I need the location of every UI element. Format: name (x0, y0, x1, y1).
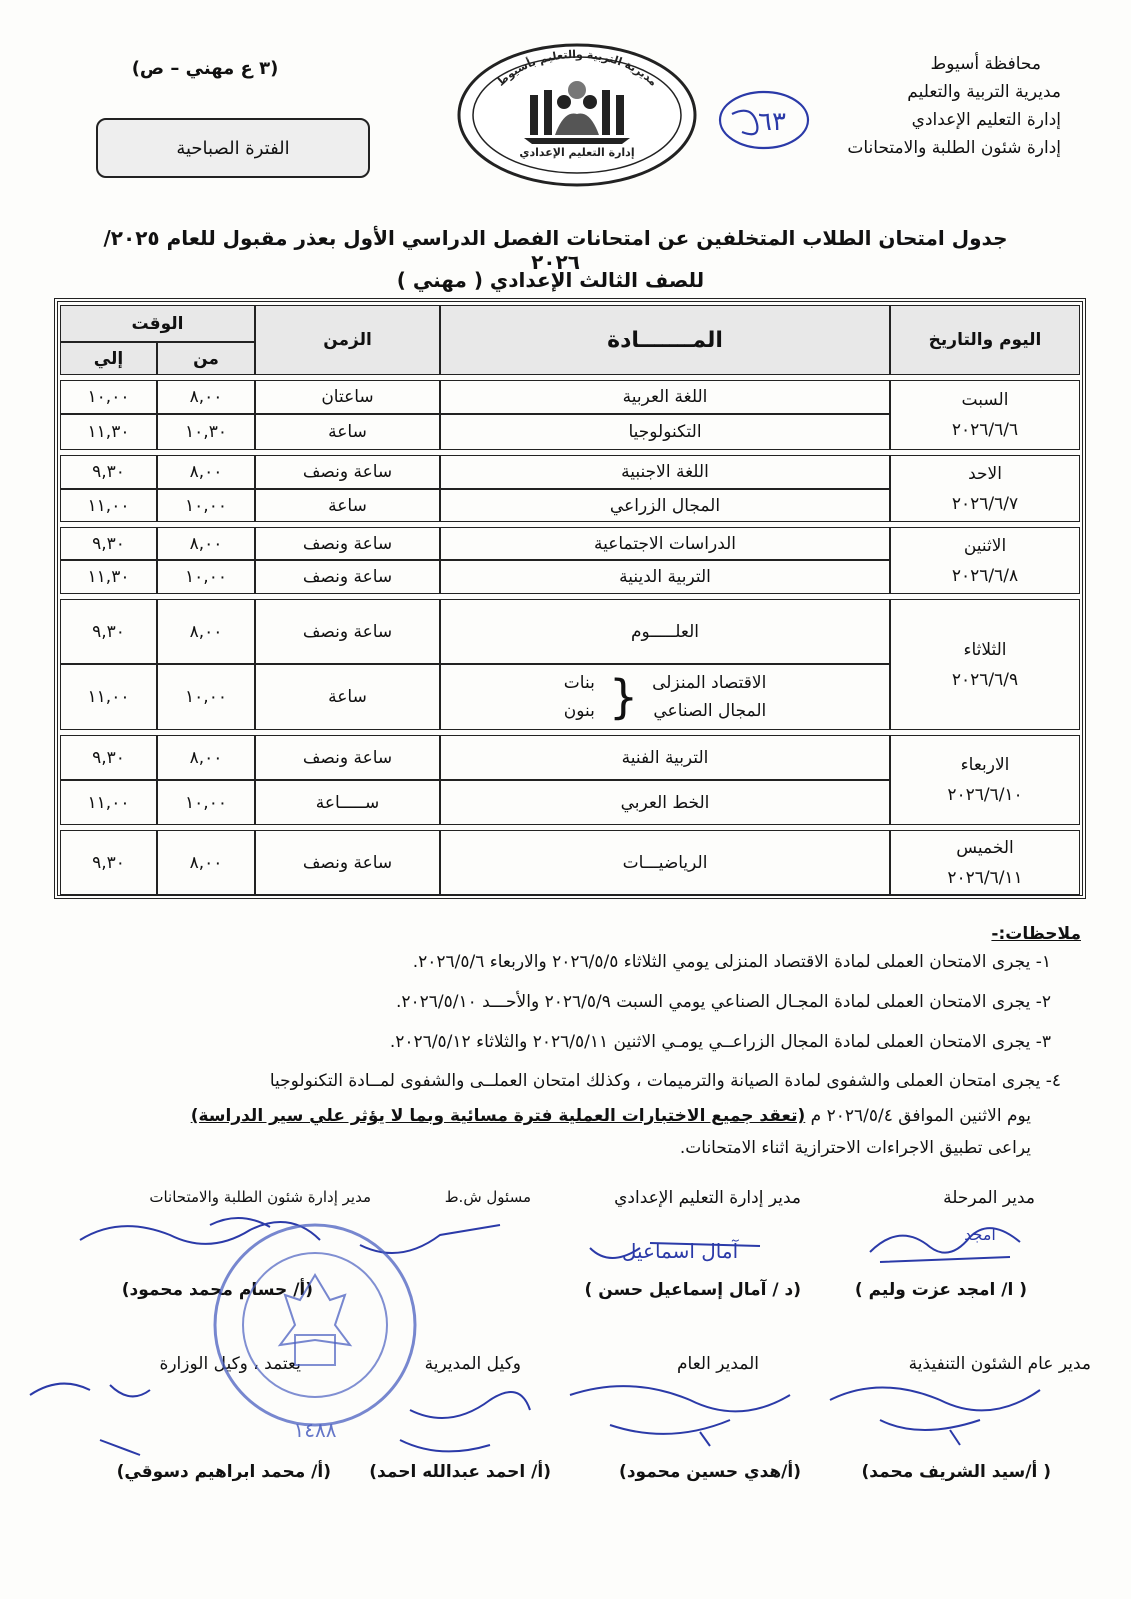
table-day-cell (890, 735, 1080, 825)
table-row-to: ١١,٠٠ (60, 780, 157, 825)
table-row-to: ٩,٣٠ (60, 599, 157, 664)
note-4: ٤- يجرى امتحان العملى والشفوى لمادة الصيانة والترميمات ، وكذلك امتحان العملــى والشفوى لمــادة التكنولوجيا (269, 1071, 1061, 1091)
note-2: ٢- يجرى الامتحان العملى لمادة المجـال الصناعي يومي السبت ٢٠٢٦/٥/٩ والأحـــد ٢٠٢٦/٥/١٠. (396, 992, 1051, 1012)
table-row-duration: ساعة (255, 489, 440, 522)
table-row-to: ١٠,٠٠ (60, 380, 157, 414)
header-subject: المـــــــادة (440, 305, 890, 375)
table-row-to: ٩,٣٠ (60, 735, 157, 780)
sig-name-executive-affairs: ( أ/سيد الشريف محمد) (861, 1462, 1051, 1482)
sig-name-general-director: (أ/هدي حسين محمود) (619, 1462, 801, 1482)
table-row-duration: ساعة (255, 414, 440, 450)
header-day-date: اليوم والتاريخ (890, 305, 1080, 375)
directorate-logo (452, 40, 702, 190)
table-row-duration: ساعة ونصف (255, 560, 440, 594)
table-row-from: ١٠,٠٠ (157, 664, 255, 730)
svg-text:مديرية التربية والتعليم بأسيوط: مديرية التربية والتعليم بأسيوط (494, 47, 660, 89)
day-date: ٢٠٢٦/٦/٦ (951, 420, 1019, 440)
sig-title-students-affairs-director: مدير إدارة شئون الطلبة والامتحانات (149, 1188, 371, 1206)
sig-name-prep-admin-director: (د / آمال إسماعيل حسن ) (584, 1280, 801, 1300)
header-time-to: إلي (60, 342, 157, 375)
sig-name-stage-director: ( ا/ امجد عزت وليم ) (854, 1280, 1027, 1300)
table-row-duration: ساعة ونصف (255, 455, 440, 489)
administration: إدارة التعليم الإعدادي (911, 110, 1061, 130)
svg-text:إدارة التعليم الإعدادي: إدارة التعليم الإعدادي (519, 146, 635, 159)
signature-stage-director (860, 1212, 1030, 1272)
brace-mark: { (608, 670, 639, 724)
header-duration: الزمن (255, 305, 440, 375)
header-time: الوقت (60, 305, 255, 342)
table-row-duration: ساعتان (255, 380, 440, 414)
day-name: السبت (961, 390, 1009, 410)
table-row-to: ١١,٣٠ (60, 560, 157, 594)
table-day-cell (890, 455, 1080, 522)
table-row-to: ٩,٣٠ (60, 527, 157, 560)
document-code: (٣ ع مهني – ص) (131, 58, 279, 79)
table-row-to: ٩,٣٠ (60, 455, 157, 489)
table-row-subject: اللغة العربية (440, 380, 890, 414)
table-row-from: ١٠,٣٠ (157, 414, 255, 450)
sig-title-deputy-directorate: وكيل المديرية (424, 1354, 521, 1374)
period-box: الفترة الصباحية (96, 118, 370, 178)
table-row-duration: ساعة ونصف (255, 830, 440, 895)
table-row-from: ١٠,٠٠ (157, 489, 255, 522)
document-title: جدول امتحان الطلاب المتخلفين عن امتحانات الفصل الدراسي الأول بعذر مقبول للعام ٢٠٢٥/ ٢٠٢٦ (103, 226, 1008, 274)
sig-name-deputy-directorate: (أ/ احمد عبدالله احمد) (369, 1462, 551, 1482)
svg-text:امجد: امجد (964, 1225, 996, 1244)
table-row-from: ٨,٠٠ (157, 599, 255, 664)
subject-home-economics: الاقتصاد المنزلى (652, 673, 767, 693)
table-day-cell (890, 380, 1080, 450)
table-day-cell (890, 599, 1080, 730)
table-row-from: ١٠,٠٠ (157, 560, 255, 594)
table-row-subject-split (440, 664, 890, 730)
svg-text:١٤٨٨: ١٤٨٨ (293, 1418, 337, 1442)
handwritten-number: ٦٣ (758, 107, 786, 137)
table-row-subject: الرياضيـــات (440, 830, 890, 895)
notes-title: ملاحظات:- (991, 924, 1081, 944)
table-row-subject: التكنولوجيا (440, 414, 890, 450)
table-day-cell (890, 527, 1080, 594)
table-row-subject: العلـــــوم (440, 599, 890, 664)
tag-boys: بنون (563, 701, 595, 721)
day-name: الاثنين (963, 535, 1007, 556)
signature-general-director (560, 1370, 800, 1450)
signature-prep-admin-director (580, 1218, 770, 1273)
note-4-date: يوم الاثنين الموافق ٢٠٢٦/٥/٤ م (810, 1106, 1031, 1126)
note-3: ٣- يجرى الامتحان العملى لمادة المجال الزراعــي يومـي الاثنين ٢٠٢٦/٥/١١ والثلاثاء ٢٠٢٦/٥/١٢. (389, 1032, 1051, 1052)
table-row-duration: ساعة ونصف (255, 735, 440, 780)
day-name: الاحد (968, 463, 1002, 484)
table-row-from: ٨,٠٠ (157, 527, 255, 560)
table-row-from: ٨,٠٠ (157, 380, 255, 414)
official-stamp (205, 1215, 425, 1445)
day-name: الثلاثاء (963, 639, 1007, 660)
day-date: ٢٠٢٦/٦/١٠ (947, 785, 1023, 805)
table-row-duration: ساعة (255, 664, 440, 730)
subject-industrial-field: المجال الصناعي (653, 701, 767, 721)
table-row-to: ١١,٣٠ (60, 414, 157, 450)
sig-title-prep-admin-director: مدير إدارة التعليم الإعدادي (614, 1188, 801, 1208)
sig-name-deputy-minister: (أ/ محمد ابراهيم دسوقي) (116, 1462, 331, 1482)
note-4-continued (31, 1106, 1031, 1126)
department: إدارة شئون الطلبة والامتحانات (847, 138, 1061, 158)
table-row-subject: التربية الفنية (440, 735, 890, 780)
tag-girls: بنات (563, 673, 595, 693)
table-row-to: ١١,٠٠ (60, 664, 157, 730)
day-date: ٢٠٢٦/٦/٩ (951, 669, 1019, 690)
table-row-to: ١١,٠٠ (60, 489, 157, 522)
table-row-to: ٩,٣٠ (60, 830, 157, 895)
table-row-subject: التربية الدينية (440, 560, 890, 594)
table-row-subject: المجال الزراعي (440, 489, 890, 522)
note-1: ١- يجرى الامتحان العملى لمادة الاقتصاد المنزلى يومي الثلاثاء ٢٠٢٦/٥/٥ والاربعاء ٢٠٢٦/٥/٦. (412, 952, 1051, 972)
sig-title-executive-affairs: مدير عام الشئون التنفيذية (908, 1354, 1091, 1374)
table-row-from: ٨,٠٠ (157, 830, 255, 895)
sig-title-responsible: مسئول ش.ط (444, 1188, 531, 1206)
sig-name-students-affairs-director: (أ/ حسام محمد محمود) (121, 1280, 313, 1300)
table-row-from: ١٠,٠٠ (157, 780, 255, 825)
table-row-duration: ساعة ونصف (255, 599, 440, 664)
table-row-subject: الدراسات الاجتماعية (440, 527, 890, 560)
governorate: محافظة أسيوط (930, 54, 1041, 74)
table-row-subject: اللغة الاجنبية (440, 455, 890, 489)
day-date: ٢٠٢٦/٦/٨ (951, 565, 1019, 586)
signature-executive-affairs (820, 1370, 1050, 1450)
table-row-duration: ساعة ونصف (255, 527, 440, 560)
note-4-emphasis: (تعقد جميع الاختبارات العملية فترة مسائية وبما لا يؤثر علي سير الدراسة) (190, 1106, 806, 1126)
table-row-from: ٨,٠٠ (157, 735, 255, 780)
sig-title-stage-director: مدير المرحلة (943, 1188, 1035, 1208)
table-day-cell (890, 830, 1080, 895)
handwritten-number-mark (712, 84, 812, 156)
table-row-from: ٨,٠٠ (157, 455, 255, 489)
day-name: الاربعاء (960, 755, 1010, 775)
day-date: ٢٠٢٦/٦/٧ (951, 493, 1019, 514)
sig-title-general-director: المدير العام (677, 1354, 759, 1374)
sig-title-deputy-minister: يعتمد ، وكيل الوزارة (159, 1354, 301, 1374)
table-row-duration: ســـــاعة (255, 780, 440, 825)
day-date: ٢٠٢٦/٦/١١ (947, 867, 1023, 888)
day-name: الخميس (956, 837, 1014, 858)
table-row-subject: الخط العربي (440, 780, 890, 825)
document-subtitle: للصف الثالث الإعدادي ( مهني ) (396, 268, 705, 292)
directorate: مديرية التربية والتعليم (907, 82, 1061, 102)
svg-text:آمال اسماعيل: آمال اسماعيل (621, 1239, 739, 1263)
note-5: يراعى تطبيق الاجراءات الاحترازية اثناء الامتحانات. (679, 1138, 1031, 1158)
header-time-from: من (157, 342, 255, 375)
